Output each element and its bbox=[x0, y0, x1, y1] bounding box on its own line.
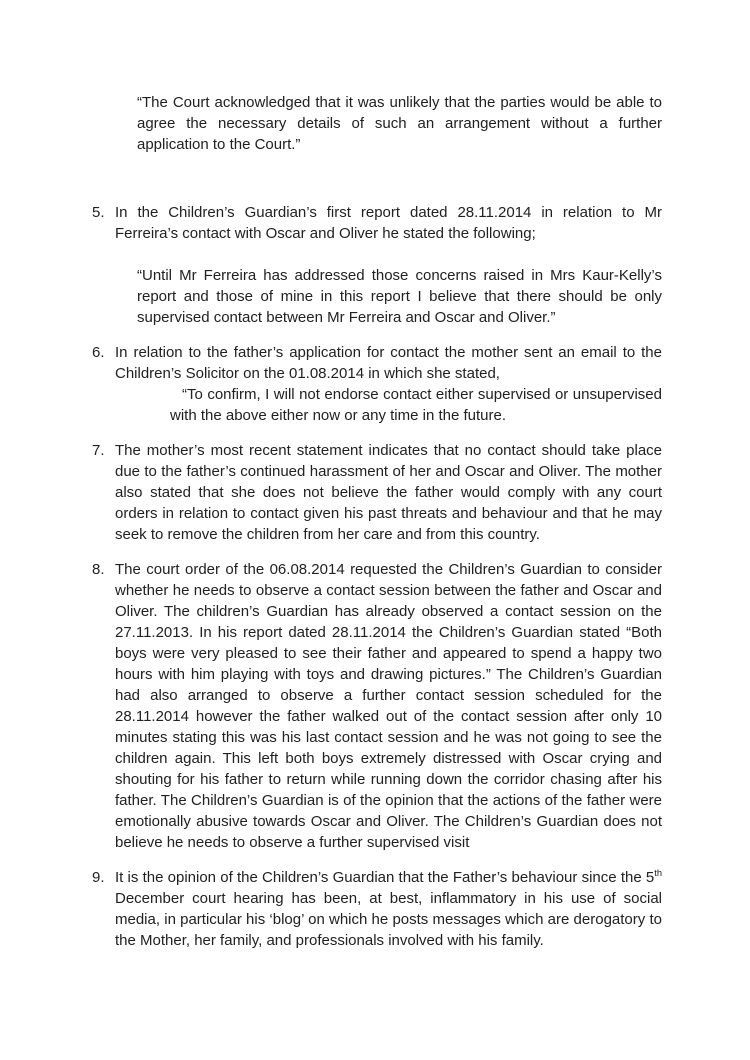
item-6-quote: “To confirm, I will not endorse contact either supervised or unsupervised with the above either now or any time in the future. bbox=[170, 386, 662, 424]
item-7-text: The mother’s most recent statement indicates that no contact should take place due to the father’s continued harassment of her and Oscar and Oliver. The mother also stated that she does not believe the father would comply with any court orders in relation to contact given his past threats and behaviour and that he may seek to remove the children from her care and from this country. bbox=[115, 442, 662, 543]
item-7-number: 7. bbox=[92, 442, 105, 459]
item-9-text-end: December court hearing has been, at best, inflammatory in his use of social media, in particular his ‘blog’ on which he posts messages which are derogatory to the Mother, her family, and professionals involved with his family. bbox=[115, 890, 662, 949]
list-item-6 bbox=[92, 342, 662, 426]
item-5-number: 5. bbox=[92, 204, 105, 221]
item-5-text: In the Children’s Guardian’s first report dated 28.11.2014 in relation to Mr Ferreira’s contact with Oscar and Oliver he stated the following; bbox=[115, 204, 662, 242]
list-item-7 bbox=[92, 440, 662, 545]
item-8-text: The court order of the 06.08.2014 requested the Children’s Guardian to consider whether he needs to observe a contact session between the father and Oscar and Oliver. The children’s Guardian has already observed a contact session on the 27.11.2013. In his report dated 28.11.2014 the Children’s Guardian stated “Both boys were very pleased to see their father and appeared to spend a happy two hours with him playing with toys and drawing pictures.” The Children’s Guardian had also arranged to observe a further contact session scheduled for the 28.11.2014 however the father walked out of the contact session after only 10 minutes stating this was his last contact session and he was not going to see the children again. This left both boys extremely distressed with Oscar crying and shouting for his father to return while running down the corridor chasing after his father. The Children’s Guardian is of the opinion that the actions of the father were emotionally abusive towards Oscar and Oliver. The Children’s Guardian does not believe he needs to observe a further supervised visit bbox=[115, 561, 662, 851]
item-9-text-start: It is the opinion of the Children’s Guardian that the Father’s behaviour since the 5 bbox=[115, 869, 655, 886]
list-item-8 bbox=[92, 559, 662, 853]
item-9-text bbox=[115, 867, 662, 951]
item-6-number: 6. bbox=[92, 344, 105, 361]
item-7-body bbox=[115, 440, 662, 545]
item-9-number: 9. bbox=[92, 869, 105, 886]
list-item-9 bbox=[92, 867, 662, 951]
item-9-ordinal-superscript: th bbox=[654, 868, 662, 878]
item-6-body bbox=[115, 342, 662, 426]
document-content bbox=[92, 92, 662, 951]
item-9-body bbox=[115, 867, 662, 951]
item-5-quote: “Until Mr Ferreira has addressed those concerns raised in Mrs Kaur-Kelly’s report and those of mine in this report I believe that there should be only supervised contact between Mr Ferreira and Oscar and Oliver.” bbox=[137, 267, 662, 326]
item-8-number: 8. bbox=[92, 561, 105, 578]
intro-block-quote: “The Court acknowledged that it was unlikely that the parties would be able to agree the necessary details of such an arrangement without a further application to the Court.” bbox=[137, 94, 662, 153]
item-6-text: In relation to the father’s application for contact the mother sent an email to the Children’s Solicitor on the 01.08.2014 in which she stated, bbox=[115, 344, 662, 382]
item-8-body bbox=[115, 559, 662, 853]
item-5-body bbox=[115, 202, 662, 328]
list-item-5 bbox=[92, 202, 662, 328]
